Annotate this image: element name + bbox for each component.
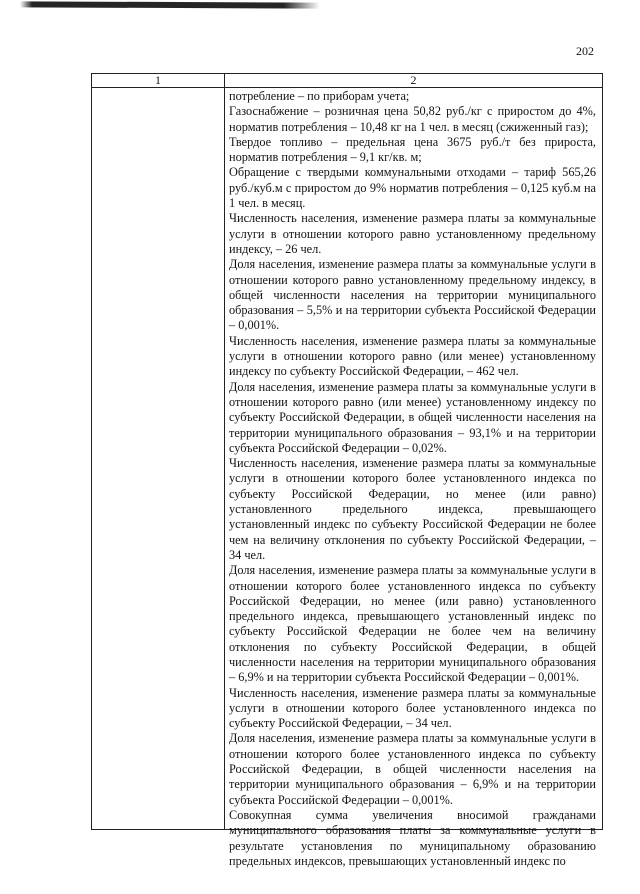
paragraph: Доля населения, изменение размера платы за коммунальные услуги в отношении которого равно (или менее) установленному индексу по субъекту Российской Федерации, в общей численности населения на территории муниципального образования – 93,1% и на территории субъекта Российской Федерации – 0,02%. [229,379,596,455]
paragraph: Совокупная сумма увеличения вносимой гражданами муниципального образования платы за коммунальные услуги в результате установления по муниципальному образованию предельных индексов, превышающих установленный индекс по [229,807,596,868]
paragraph: Обращение с твердыми коммунальными отходами – тариф 565,26 руб./куб.м с приростом до 9% норматив потребления – 0,125 куб.м на 1 чел. в месяц. [229,165,596,211]
table-header-row [92,74,602,88]
column-header-2: 2 [410,73,417,87]
paragraph: Доля населения, изменение размера платы за коммунальные услуги в отношении которого более установленного индекса по субъекту Российской Федерации, в общей численности населения на территории муниципального образования – 6,9% и на территории субъекта Российской Федерации – 0,001%. [229,731,596,807]
column-header-1: 1 [155,73,161,87]
document-table [91,73,603,868]
paragraph: Твердое топливо – предельная цена 3675 руб./т без прироста, норматив потребления – 9,1 кг/кв. м; [229,134,596,165]
paragraph: Газоснабжение – розничная цена 50,82 руб./кг с приростом до 4%, норматив потребления – 10,48 кг на 1 чел. в месяц (сжиженный газ); [229,104,596,134]
column-divider [224,74,225,829]
paragraph: Численность населения, изменение размера платы за коммунальные услуги в отношении которого равно (или менее) установленному индексу по субъекту Российской Федерации, – 462 чел. [229,333,596,379]
paragraph: Численность населения, изменение размера платы за коммунальные услуги в отношении которого более установленного индекса по субъекту Российской Федерации, – 34 чел. [229,685,596,731]
paragraph: потребление – по приборам учета; [229,89,410,103]
paragraph: Доля населения, изменение размера платы за коммунальные услуги в отношении которого равно установленному предельному индексу, в общей численности населения на территории муниципального образования – 5,5% и на территории субъекта Российской Федерации – 0,001%. [229,257,596,333]
table-cell-content [229,89,596,869]
scan-edge-mark [20,1,320,8]
page-number: 202 [576,44,594,58]
paragraph: Численность населения, изменение размера платы за коммунальные услуги в отношении которого более установленного индекса по субъекту Российской Федерации, но менее (или равно) установленного предельного индекса, превышающего установленный индекс по субъекту Российской Федерации не более чем на величину отклонения по субъекту Российской Федерации, – 34 чел. [229,456,596,562]
paragraph: Доля населения, изменение размера платы за коммунальные услуги в отношении которого более установленного индекса по субъекту Российской Федерации, но менее (или равно) установленного предельного индекса, превышающего установленный индекс по субъекту Российской Федерации не более чем на величину отклонения по субъекту Российской Федерации, в общей численности населения на территории муниципального образования – 6,9% и на территории субъекта Российской Федерации – 0,001%. [229,563,596,685]
paragraph: Численность населения, изменение размера платы за коммунальные услуги в отношении которого равно установленному предельному индексу, – 26 чел. [229,211,596,256]
